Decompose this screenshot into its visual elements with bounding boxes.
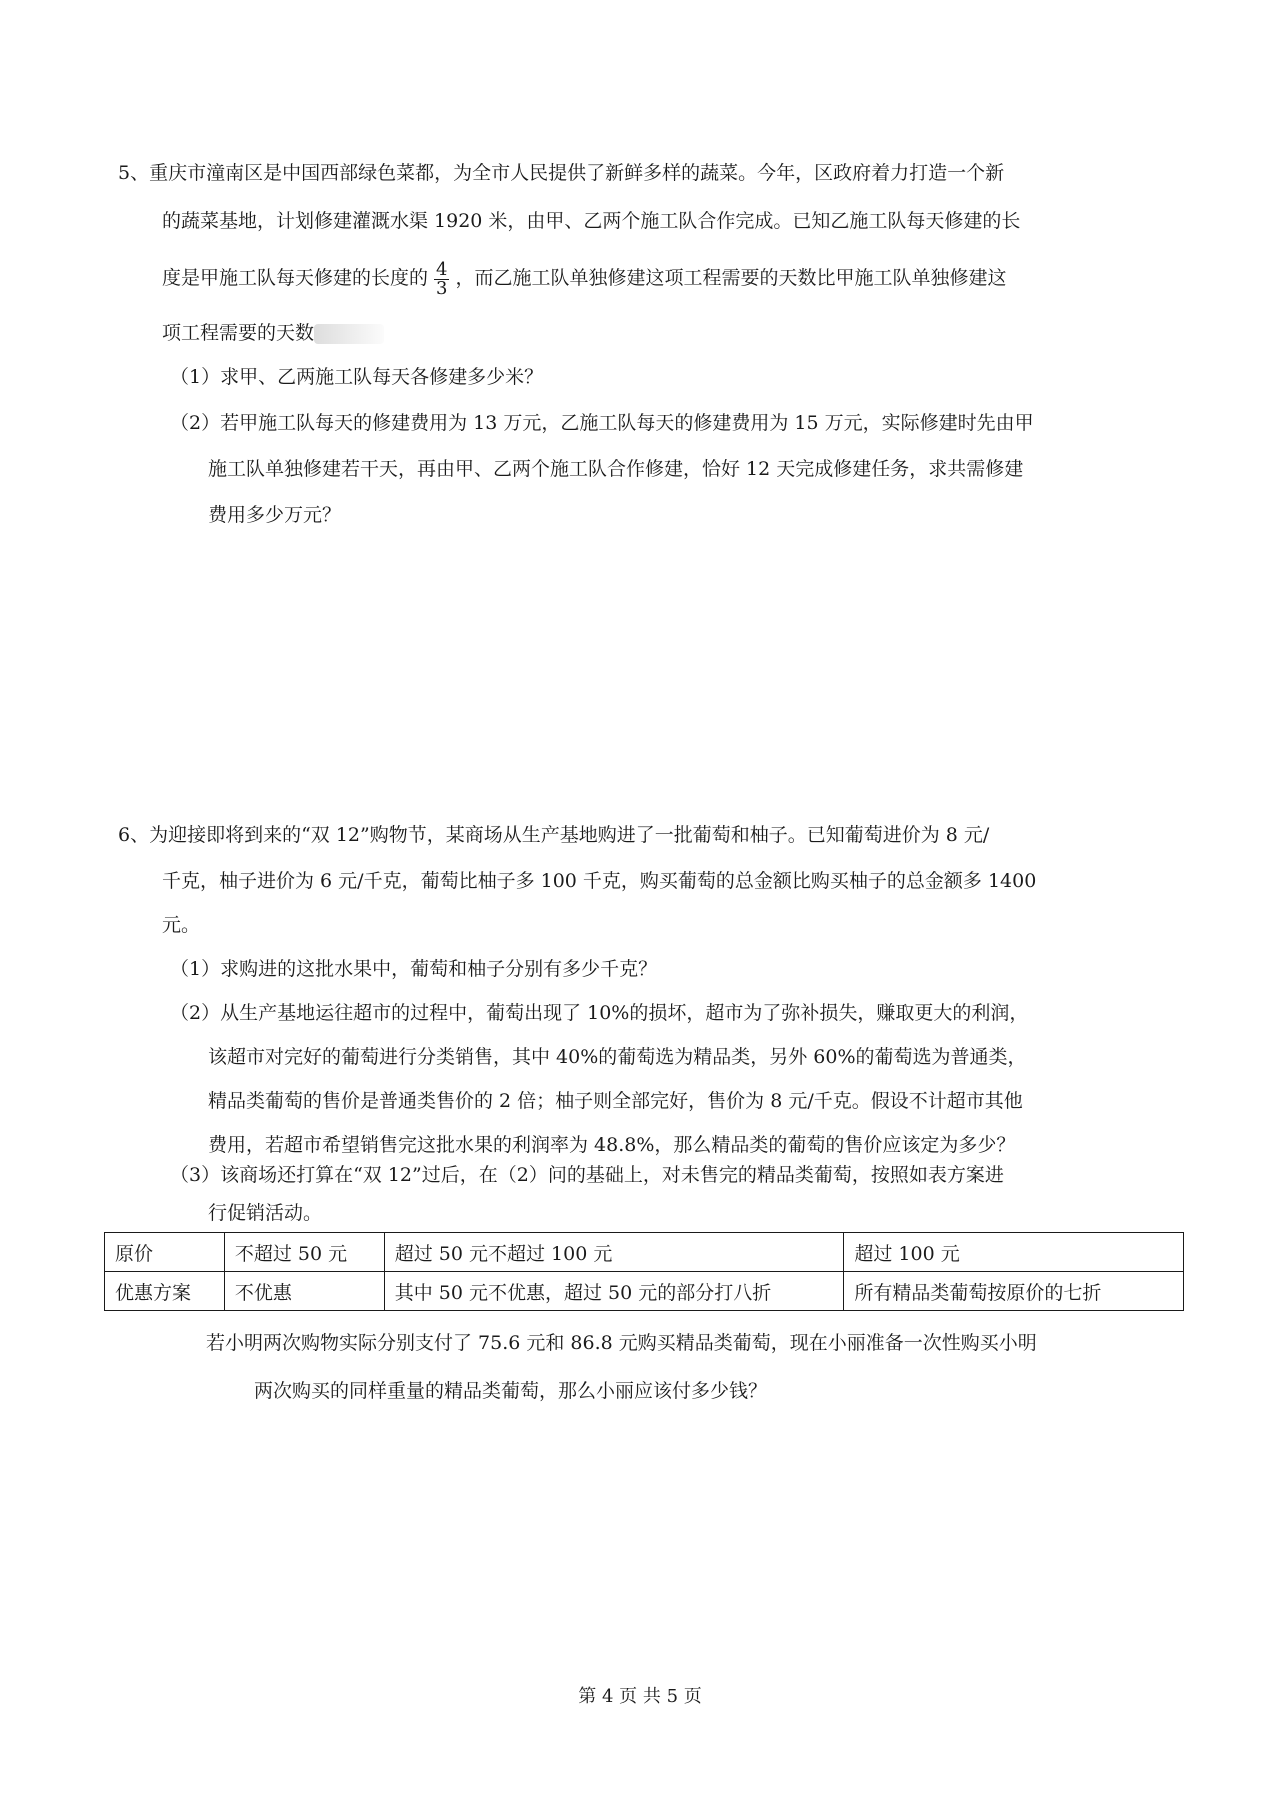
promotion-table bbox=[104, 1232, 1184, 1311]
q5-line4 bbox=[162, 320, 384, 346]
fraction bbox=[434, 258, 449, 299]
q6-line1: 6、为迎接即将到来的“双 12”购物节，某商场从生产基地购进了一批葡萄和柚子。已知葡萄进价为 8 元/ bbox=[118, 824, 990, 846]
q6-sub3-line2: 行促销活动。 bbox=[208, 1202, 323, 1224]
q5-line3-post: ，而乙施工队单独修建这项工程需要的天数比甲施工队单独修建这 bbox=[455, 267, 1007, 289]
table-row bbox=[105, 1233, 1184, 1272]
q5-sub1: （1）求甲、乙两施工队每天各修建多少米？ bbox=[170, 366, 544, 388]
table-cell: 不超过 50 元 bbox=[224, 1233, 384, 1272]
q6-sub2-line4: 费用，若超市希望销售完这批水果的利润率为 48.8%，那么精品类的葡萄的售价应该定为多少？ bbox=[208, 1134, 1016, 1156]
q6-sub2-line1: （2）从生产基地运往超市的过程中，葡萄出现了 10%的损坏，超市为了弥补损失，赚取更大的利润， bbox=[170, 1002, 1029, 1024]
table-row bbox=[105, 1272, 1184, 1311]
q5-line1: 5、重庆市潼南区是中国西部绿色菜都，为全市人民提供了新鲜多样的蔬菜。今年，区政府着力打造一个新 bbox=[118, 162, 1005, 184]
q6-sub1: （1）求购进的这批水果中，葡萄和柚子分别有多少千克？ bbox=[170, 958, 658, 980]
table-cell: 其中 50 元不优惠，超过 50 元的部分打八折 bbox=[384, 1272, 844, 1311]
q5-sub2-line2: 施工队单独修建若干天，再由甲、乙两个施工队合作修建，恰好 12 天完成修建任务，求共需修建 bbox=[208, 458, 1024, 480]
q6-sub2-line2: 该超市对完好的葡萄进行分类销售，其中 40%的葡萄选为精品类，另外 60%的葡萄选为普通类， bbox=[208, 1046, 1027, 1068]
fraction-denominator: 3 bbox=[436, 277, 448, 299]
table-cell: 所有精品类葡萄按原价的七折 bbox=[844, 1272, 1184, 1311]
q6-sub3-line1: （3）该商场还打算在“双 12”过后，在（2）问的基础上，对未售完的精品类葡萄，按照如表方案进 bbox=[170, 1164, 1004, 1186]
q6-line3: 元。 bbox=[162, 914, 201, 936]
q5-line3-pre: 度是甲施工队每天修建的长度的 bbox=[162, 267, 429, 289]
q6-after-line2: 两次购买的同样重量的精品类葡萄，那么小丽应该付多少钱？ bbox=[254, 1380, 768, 1402]
q6-line2: 千克，柚子进价为 6 元/千克，葡萄比柚子多 100 千克，购买葡萄的总金额比购买柚子的总金额多 1400 bbox=[162, 870, 1037, 892]
table-cell: 原价 bbox=[105, 1233, 225, 1272]
q5-sub2-line1: （2）若甲施工队每天的修建费用为 13 万元，乙施工队每天的修建费用为 15 万元，实际修建时先由甲 bbox=[170, 412, 1034, 434]
q6-after-line1: 若小明两次购物实际分别支付了 75.6 元和 86.8 元购买精品类葡萄，现在小丽准备一次性购买小明 bbox=[206, 1332, 1037, 1354]
q5-line3 bbox=[162, 258, 1006, 298]
q5-line2: 的蔬菜基地，计划修建灌溉水渠 1920 米，由甲、乙两个施工队合作完成。已知乙施工队每天修建的长 bbox=[162, 210, 1021, 232]
fraction-numerator: 4 bbox=[436, 258, 448, 280]
q5-line4-text: 项工程需要的天数 bbox=[162, 322, 315, 344]
blurred-region bbox=[314, 324, 384, 344]
table-cell: 超过 100 元 bbox=[844, 1233, 1184, 1272]
table-cell: 优惠方案 bbox=[105, 1272, 225, 1311]
table-cell: 超过 50 元不超过 100 元 bbox=[384, 1233, 844, 1272]
page-number-footer: 第 4 页 共 5 页 bbox=[578, 1686, 702, 1707]
q5-sub2-line3: 费用多少万元？ bbox=[208, 504, 342, 526]
q6-sub2-line3: 精品类葡萄的售价是普通类售价的 2 倍；柚子则全部完好，售价为 8 元/千克。假设不计超市其他 bbox=[208, 1090, 1023, 1112]
table-cell: 不优惠 bbox=[224, 1272, 384, 1311]
